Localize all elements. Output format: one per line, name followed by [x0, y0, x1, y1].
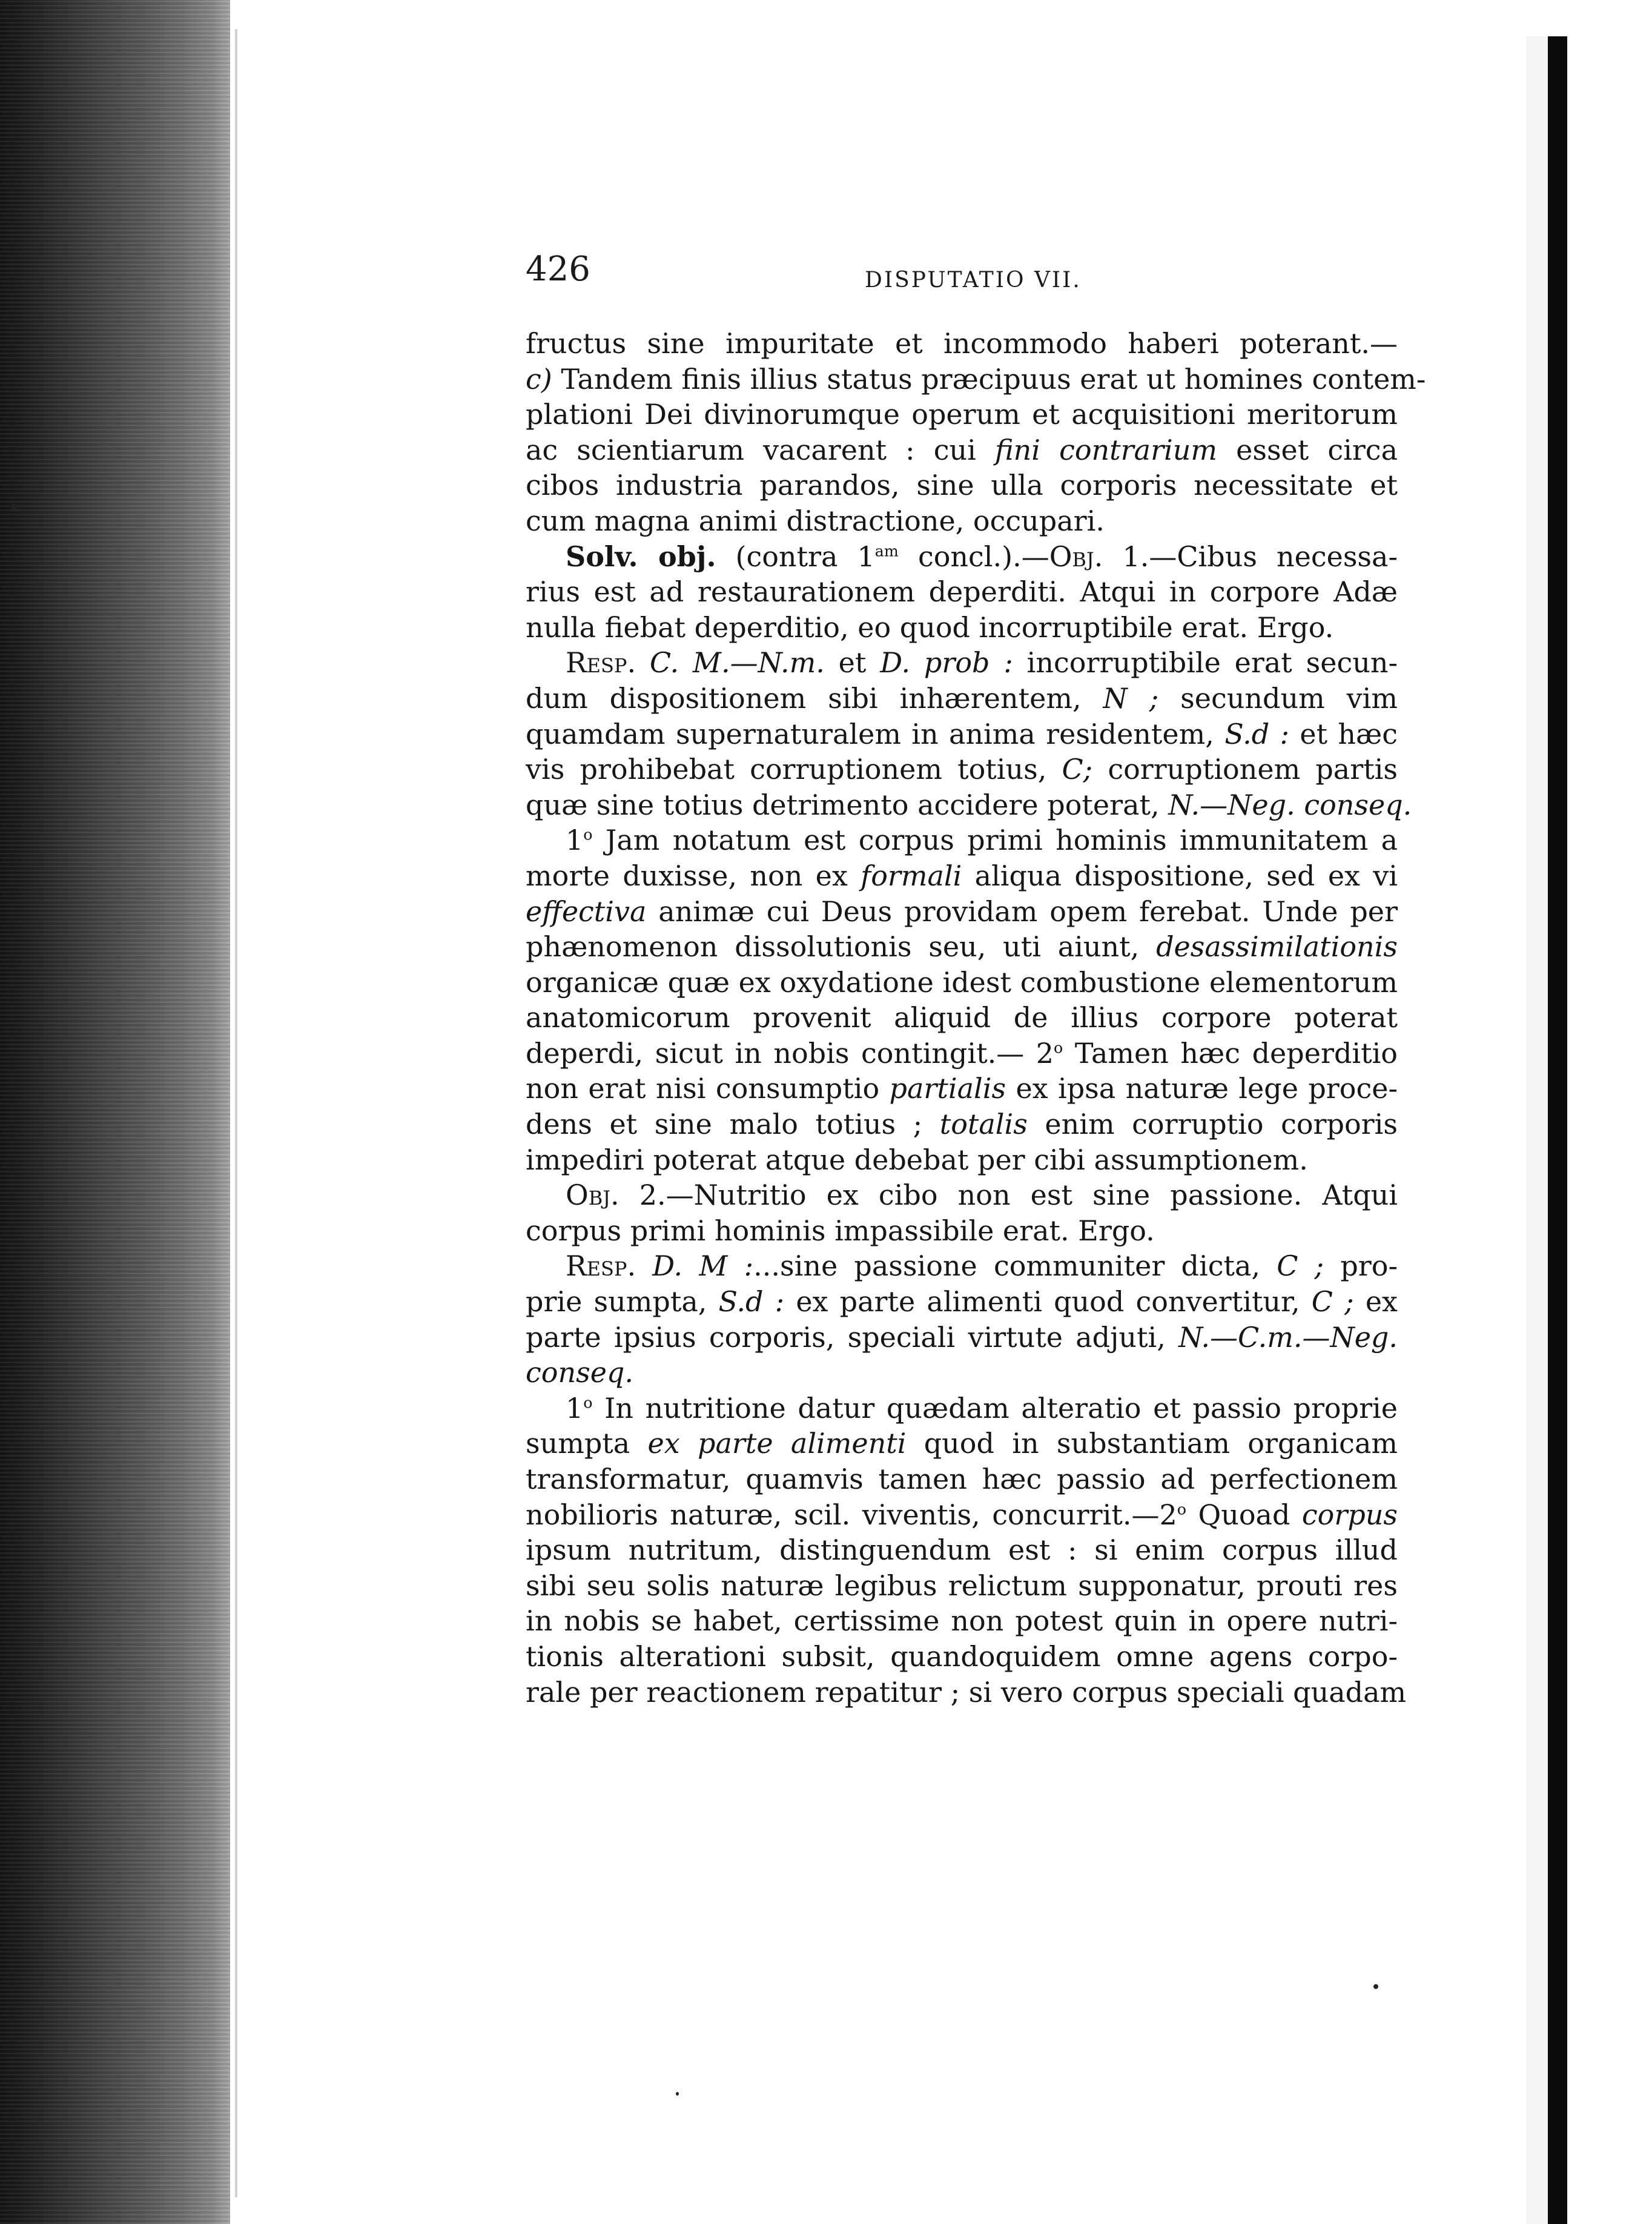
text-run: cibos industria parandos, sine ulla corporis necessitate et [526, 469, 1398, 502]
text-run-italic: C; [1062, 753, 1093, 786]
text-run-italic: desassimilationis [1156, 930, 1398, 964]
body-text [526, 326, 1426, 1710]
text-line [526, 965, 1398, 1001]
text-line [526, 681, 1398, 717]
text-run: pro- [1324, 1249, 1398, 1283]
text-line [526, 1142, 1398, 1178]
text-line [526, 574, 1398, 610]
text-run-italic: c) [526, 362, 552, 395]
superscript: o [583, 826, 593, 844]
text-run: in nobis se habet, certissime non potest quin in opere nutri- [526, 1604, 1398, 1638]
text-run-italic: C ; [1311, 1285, 1354, 1319]
text-run: (contra 1 [716, 540, 875, 573]
text-line [526, 1036, 1398, 1071]
running-head: DISPUTATIO VII. [865, 268, 1082, 293]
text-run: sumpta [526, 1427, 648, 1460]
text-run-italic: D. M : [636, 1249, 754, 1283]
text-line [526, 787, 1412, 823]
text-line [526, 432, 1398, 468]
text-run: ...sine passione communiter dicta, [753, 1249, 1277, 1283]
superscript: am [874, 542, 899, 560]
text-run: esset circa [1217, 433, 1398, 466]
page-edge-shadow [1548, 36, 1567, 2224]
text-line [526, 610, 1398, 646]
text-run-smallcaps: Resp. [566, 646, 636, 680]
text-run: concl.).— [898, 540, 1049, 573]
text-run-italic: ex parte alimenti [647, 1427, 907, 1460]
text-run-italic: C ; [1277, 1249, 1324, 1283]
superscript: o [583, 1394, 593, 1412]
text-line [526, 1639, 1398, 1675]
gutter-gap [1526, 36, 1548, 2224]
text-line [526, 1248, 1398, 1284]
text-run: transformatur, quamvis tamen hæc passio ad perfectionem [526, 1463, 1398, 1495]
text-line [526, 717, 1398, 752]
text-run: tionis alterationi subsit, quandoquidem omne agens corpo- [526, 1640, 1398, 1673]
text-run: quæ sine totius detrimento accidere poterat, [526, 788, 1169, 821]
text-line [526, 362, 1426, 397]
text-line [526, 645, 1398, 681]
text-run: In nutritione datur quædam alteratio et passio proprie [592, 1391, 1398, 1425]
text-line [526, 1497, 1398, 1533]
text-run: fructus sine impuritate et incommodo haberi poterant.— [526, 327, 1398, 360]
text-line [526, 1391, 1398, 1426]
text-line [526, 752, 1398, 787]
scan-speck [11, 504, 17, 510]
text-run: phænomenon dissolutionis seu, uti aiunt, [526, 930, 1157, 964]
page-header [526, 250, 1398, 298]
text-line [526, 1461, 1398, 1497]
text-run: impediri poterat atque debebat per cibi assumptionem. [526, 1143, 1308, 1176]
text-run: prie sumpta, [526, 1285, 719, 1319]
text-line [526, 1355, 1398, 1391]
text-run: dum dispositionem sibi inhærentem, [526, 681, 1103, 715]
text-run: vis prohibebat corruptionem totius, [526, 753, 1062, 786]
text-run: plationi Dei divinorumque operum et acquisitioni meritorum [526, 398, 1398, 431]
text-run-italic: partialis [889, 1072, 1006, 1105]
text-line [526, 326, 1398, 362]
text-line [526, 397, 1398, 432]
text-run: quamdam supernaturalem in anima residentem, [526, 717, 1225, 750]
text-line [526, 1284, 1398, 1320]
text-line [526, 929, 1398, 965]
text-run-italic: conseq. [526, 1356, 633, 1389]
text-line [526, 1213, 1398, 1249]
text-run: Tamen hæc deperditio [1063, 1036, 1398, 1070]
text-run: nulla fiebat deperditio, eo quod incorruptibile erat. Ergo. [526, 611, 1334, 644]
text-run: secundum vim [1158, 681, 1398, 715]
text-line [526, 822, 1398, 858]
text-line [526, 1675, 1407, 1710]
text-run: animæ cui Deus providam opem ferebat. Unde per [646, 895, 1398, 928]
text-run: corpus primi hominis impassibile erat. Ergo. [526, 1214, 1155, 1247]
text-run: enim corruptio corporis [1027, 1108, 1398, 1141]
book-spine [0, 0, 230, 2224]
text-run-italic: N ; [1103, 681, 1159, 715]
text-run-italic: totalis [939, 1108, 1028, 1141]
text-line [526, 1107, 1398, 1142]
text-run: ex [1353, 1285, 1398, 1319]
text-run: ipsum nutritum, distinguendum est : si enim corpus illud [526, 1534, 1398, 1567]
page-number: 426 [526, 250, 590, 289]
text-run: rius est ad restaurationem deperditi. Atqui in corpore Adæ [526, 575, 1398, 609]
text-run: ex ipsa naturæ lege proce- [1006, 1072, 1398, 1105]
text-line [526, 1177, 1398, 1213]
text-run: nobilioris naturæ, scil. viventis, concurrit.—2 [526, 1498, 1177, 1531]
text-run-italic: fini contrarium [994, 433, 1218, 466]
text-run: cum magna animi distractione, occupari. [526, 504, 1105, 537]
text-run: quod in substantiam organicam [906, 1427, 1398, 1460]
text-run: aliqua dispositione, sed ex vi [962, 859, 1398, 892]
text-run-smallcaps: Resp. [566, 1249, 636, 1283]
text-run-italic: S.d : [718, 1285, 785, 1319]
superscript: o [1054, 1039, 1063, 1057]
text-line [526, 1426, 1398, 1461]
text-run: et hæc [1289, 717, 1398, 750]
text-run-italic: corpus [1301, 1498, 1398, 1531]
text-run: corruptionem partis [1092, 753, 1398, 786]
text-run-italic: effectiva [526, 895, 647, 928]
text-run: dens et sine malo totius ; [526, 1108, 940, 1141]
scan-speck [1373, 1984, 1378, 1989]
text-line [526, 1000, 1398, 1036]
text-line [526, 1320, 1398, 1355]
text-run-italic: formali [861, 859, 962, 892]
scan-speck [676, 2092, 679, 2096]
text-line [526, 858, 1398, 894]
text-line [526, 539, 1398, 575]
text-run: Tandem finis illius status præcipuus erat ut homines contem- [552, 362, 1426, 395]
text-run: ac scientiarum vacarent : cui [526, 433, 995, 466]
text-line [526, 1071, 1398, 1107]
text-run: parte ipsius corporis, speciali virtute adjuti, [526, 1320, 1179, 1354]
text-run: Quoad [1186, 1498, 1302, 1531]
text-run: 1 [566, 824, 584, 857]
text-run-smallcaps: Obj. [1049, 540, 1103, 573]
text-run: 2.—Nutritio ex cibo non est sine passione. Atqui [619, 1179, 1398, 1212]
text-line [526, 1568, 1398, 1604]
text-run: morte duxisse, non ex [526, 859, 861, 892]
text-run-smallcaps: Obj. [566, 1179, 620, 1212]
text-run-italic: C. M.—N.m. [636, 646, 825, 680]
text-run: organicæ quæ ex oxydatione idest combustione elementorum [526, 965, 1398, 999]
text-run: Jam notatum est corpus primi hominis immunitatem a [592, 824, 1398, 857]
text-run-italic: S.d : [1224, 717, 1290, 750]
text-line [526, 503, 1398, 539]
text-run: 1 [566, 1391, 584, 1425]
text-run-italic: D. prob : [880, 646, 1013, 680]
text-run: deperdi, sicut in nobis contingit.— 2 [526, 1036, 1054, 1070]
text-line [526, 894, 1398, 930]
text-run: non erat nisi consumptio [526, 1072, 890, 1105]
text-run: 1.—Cibus necessa- [1103, 540, 1398, 573]
text-line [526, 1532, 1398, 1568]
text-run: et [824, 646, 881, 680]
text-run: ex parte alimenti quod convertitur, [784, 1285, 1312, 1319]
superscript: o [1177, 1500, 1186, 1518]
text-line [526, 1603, 1398, 1639]
text-run: sibi seu solis naturæ legibus relictum supponatur, prouti res [526, 1569, 1398, 1602]
text-run: rale per reactionem repatitur ; si vero corpus speciali quadam [526, 1675, 1407, 1709]
text-run-italic: N.—Neg. conseq. [1168, 788, 1412, 821]
text-run: incorruptibile erat secun- [1013, 646, 1398, 680]
section-heading: Solv. obj. [566, 540, 716, 573]
text-run: anatomicorum provenit aliquid de illius corpore poterat [526, 1001, 1398, 1034]
text-line [526, 468, 1398, 503]
text-run-italic: N.—C.m.—Neg. [1178, 1320, 1398, 1354]
